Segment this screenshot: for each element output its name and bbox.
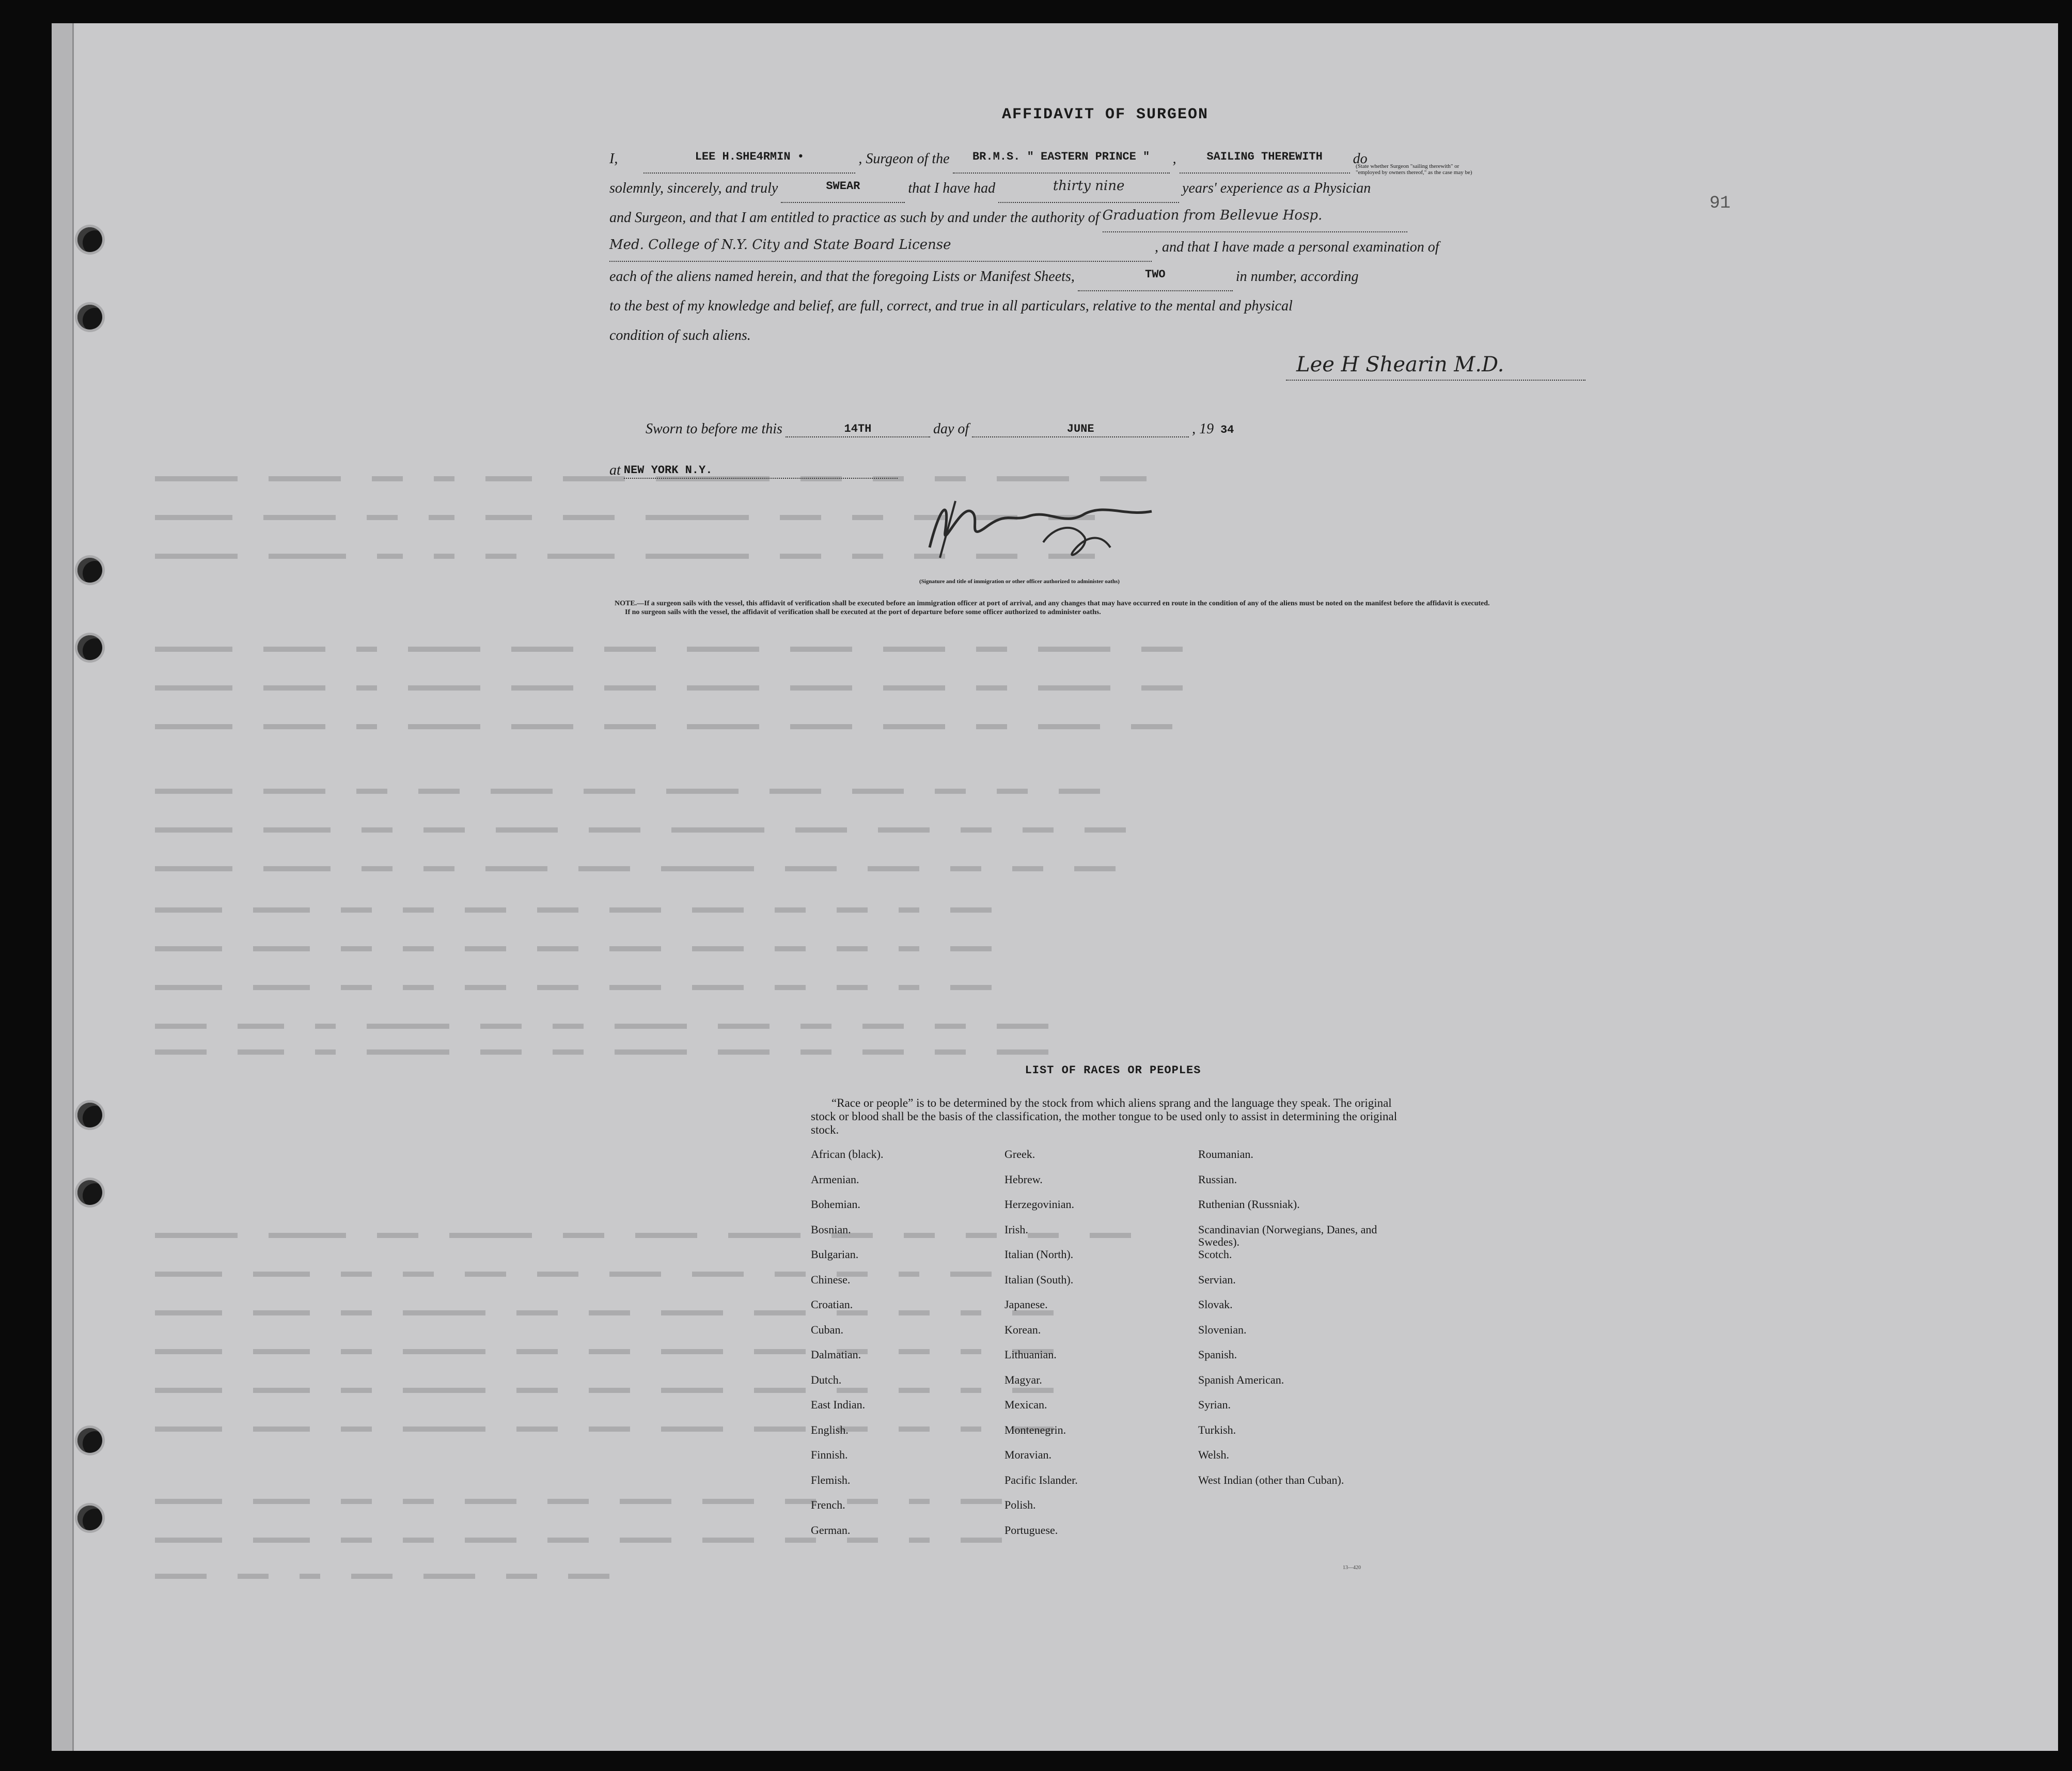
race-item: Croatian. [811, 1298, 853, 1311]
officer-signature [909, 485, 1178, 573]
affidavit-line2-pre: solemnly, sincerely, and truly [609, 180, 778, 196]
sailing-status-field: SAILING THEREWITH [1180, 142, 1350, 174]
race-item: Dutch. [811, 1373, 842, 1386]
surgeon-signature [1286, 343, 1586, 381]
affidavit-note [615, 599, 1596, 617]
punch-hole-icon [77, 1428, 102, 1453]
sworn-year-field: 34 [1220, 424, 1234, 436]
affidavit-line-6: to the best of my knowledge and belief, are full, correct, and true in all particulars, relative to the mental and physical [609, 298, 1293, 314]
sworn-year-prefix: , 19 [1192, 421, 1214, 437]
note-line-2: If no surgeon sails with the vessel, the affidavit of verification shall be executed at the port of departure before some officer authorized to administer oaths. [625, 608, 1101, 616]
race-item: Bohemian. [811, 1198, 860, 1211]
race-item: Cuban. [811, 1323, 843, 1336]
races-columns [811, 1148, 1400, 1549]
sworn-mid: day of [933, 421, 969, 437]
form-number: 13—420 [1343, 1565, 1361, 1571]
affidavit-line1-post: do [1353, 151, 1368, 167]
punch-hole-icon [77, 227, 102, 252]
race-item: Ruthenian (Russniak). [1198, 1198, 1300, 1211]
affidavit-line1-pre: I, [609, 151, 618, 167]
page-binding-edge [52, 23, 74, 1751]
race-item: Armenian. [811, 1172, 859, 1186]
race-item: Spanish. [1198, 1348, 1237, 1361]
affidavit-line2-post: years' experience as a Physician [1182, 180, 1371, 196]
race-item: East Indian. [811, 1398, 866, 1411]
race-item: German. [811, 1523, 851, 1537]
race-item: Slovak. [1198, 1298, 1233, 1311]
surgeon-name-field: LEE H.SHE4RMIN • [643, 142, 855, 174]
affidavit-title: AFFIDAVIT OF SURGEON [1001, 106, 1209, 123]
affidavit-body [609, 144, 1601, 350]
race-item: Italian (North). [1004, 1248, 1074, 1261]
race-item: French. [811, 1498, 845, 1511]
affidavit-line5-post: in number, according [1235, 269, 1359, 285]
list-of-races [811, 1064, 1400, 1549]
race-item: Turkish. [1198, 1423, 1236, 1436]
race-item: English. [811, 1423, 849, 1436]
race-item: Hebrew. [1004, 1172, 1043, 1186]
vessel-name-field: BR.M.S. " EASTERN PRINCE " [953, 142, 1170, 174]
punch-hole-icon [77, 635, 102, 660]
race-item: Italian (South). [1004, 1273, 1074, 1286]
note-line-1: NOTE.—If a surgeon sails with the vessel, this affidavit of verification shall be executed before an immigration officer at port of arrival, and any changes that may have occurred en route in the condition of any of the aliens must be noted on the manifest before the affidavit is executed. [615, 600, 1490, 607]
race-item: Scotch. [1198, 1248, 1232, 1261]
affidavit-of-surgeon [609, 106, 1601, 350]
affidavit-line1-mid: , Surgeon of the [858, 151, 950, 167]
sworn-line [646, 421, 1241, 437]
affidavit-line1-comma: , [1172, 151, 1176, 167]
affidavit-line-2 [609, 174, 1601, 203]
race-item: Lithuanian. [1004, 1348, 1057, 1361]
punch-hole-icon [77, 1103, 102, 1127]
races-column-1 [811, 1148, 1004, 1549]
race-item: Roumanian. [1198, 1148, 1253, 1161]
race-item: Irish. [1004, 1223, 1028, 1236]
race-item: West Indian (other than Cuban). [1198, 1473, 1344, 1486]
sworn-pre: Sworn to before me this [646, 421, 782, 437]
race-item: Bosnian. [811, 1223, 851, 1236]
race-item: Moravian. [1004, 1448, 1052, 1461]
races-column-3 [1198, 1148, 1392, 1549]
race-item: Welsh. [1198, 1448, 1229, 1461]
affidavit-line2-mid: that I have had [908, 180, 996, 196]
race-item: Korean. [1004, 1323, 1041, 1336]
races-title: LIST OF RACES OR PEOPLES [1025, 1064, 1201, 1077]
manifest-sheet [52, 23, 2058, 1751]
race-item: Slovenian. [1198, 1323, 1247, 1336]
punch-hole-icon [77, 558, 102, 583]
punch-hole-icon [77, 305, 102, 330]
affidavit-line5-pre: each of the aliens named herein, and that the foregoing Lists or Manifest Sheets, [609, 269, 1075, 285]
race-item: Greek. [1004, 1148, 1035, 1161]
punch-hole-icon [77, 1180, 102, 1205]
officer-signature-caption: (Signature and title of immigration or other officer authorized to administer oaths) [919, 578, 1120, 585]
sailing-status-footnote: (State whether Surgeon "sailing therewith" or "employed by owners thereof," as the case may be) [1356, 163, 1472, 176]
sworn-at: at [609, 462, 621, 478]
manifest-sheets-count-field: TWO [1078, 260, 1233, 291]
race-item: Bulgarian. [811, 1248, 859, 1261]
race-item: Portuguese. [1004, 1523, 1058, 1537]
race-item: Mexican. [1004, 1398, 1047, 1411]
race-item: Japanese. [1004, 1298, 1048, 1311]
affidavit-line3-pre: and Surgeon, and that I am entitled to practice as such by and under the authority of [609, 210, 1100, 226]
affidavit-line-5 [609, 262, 1601, 291]
sworn-place-field: NEW YORK N.Y. [624, 464, 898, 479]
race-item: Servian. [1198, 1273, 1236, 1286]
race-item: Syrian. [1198, 1398, 1231, 1411]
years-experience-field: thirty nine [998, 171, 1179, 203]
margin-number: 91 [1709, 194, 1731, 213]
race-item: Polish. [1004, 1498, 1036, 1511]
race-item: Pacific Islander. [1004, 1473, 1078, 1486]
race-item: Spanish American. [1198, 1373, 1284, 1386]
surgeon-signature-text: Lee H Shearin M.D. [1296, 353, 1504, 377]
race-item: Montenegrin. [1004, 1423, 1066, 1436]
authority-field: Graduation from Bellevue Hosp. [1103, 201, 1407, 232]
sworn-month-field: JUNE [972, 422, 1189, 437]
affidavit-line-7: condition of such aliens. [609, 327, 751, 343]
punch-hole-icon [77, 1506, 102, 1530]
race-item: African (black). [811, 1148, 884, 1161]
race-item: Dalmatian. [811, 1348, 861, 1361]
sworn-place-line [609, 462, 901, 479]
race-item: Magyar. [1004, 1373, 1042, 1386]
affidavit-line-4 [609, 232, 1601, 262]
sworn-day-field: 14TH [786, 422, 930, 437]
oath-type-field: SWEAR [781, 171, 905, 203]
affidavit-line4-post: , and that I have made a personal examination of [1155, 239, 1439, 255]
race-item: Scandinavian (Norwegians, Danes, and Swedes). [1198, 1223, 1377, 1248]
race-item: Herzegovinian. [1004, 1198, 1074, 1211]
affidavit-line-3 [609, 203, 1601, 232]
authority-continued-field: Med. College of N.Y. City and State Board License [609, 230, 1152, 262]
races-column-2 [1004, 1148, 1198, 1549]
races-intro: “Race or people” is to be determined by the stock from which aliens sprang and the language they speak. The original stock or blood shall be the basis of the classification, the mother tongue to be used only to assist in determining the original stock. [811, 1096, 1398, 1136]
race-item: Russian. [1198, 1172, 1237, 1186]
race-item: Flemish. [811, 1473, 851, 1486]
race-item: Chinese. [811, 1273, 851, 1286]
race-item: Finnish. [811, 1448, 848, 1461]
